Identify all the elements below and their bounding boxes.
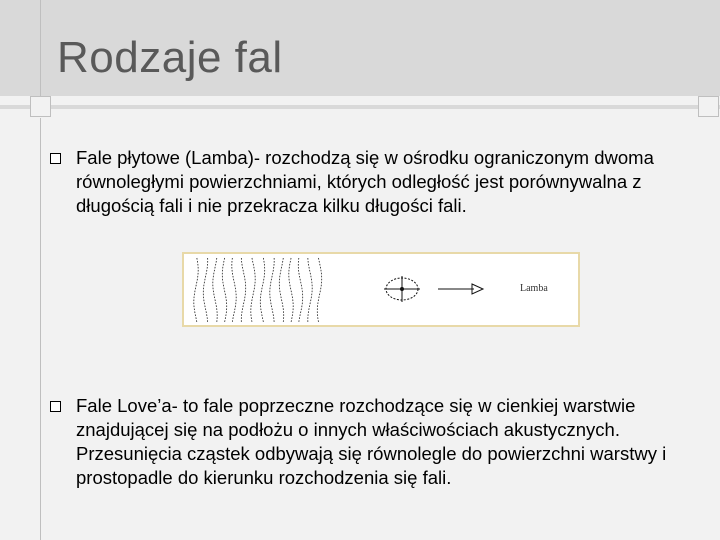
title-rule	[0, 96, 720, 118]
item-term: Fale płytowe (Lamba)-	[76, 147, 261, 168]
lamb-wave-figure	[182, 252, 580, 327]
list-item	[76, 394, 686, 490]
content-divider-line	[40, 118, 41, 540]
title-area	[0, 0, 720, 96]
list-item	[76, 146, 686, 218]
title-rule-square-right	[698, 96, 719, 117]
item-text: to fale poprzeczne rozchodzące się w cienkiej warstwie znajdującej się na podłożu o innych właściwościach akustycznych. Przesunięcia cząstek odbywają się równolegle do powierzchni warstwy i prostopadle do kierunku rozchodzenia się fali.	[76, 395, 667, 488]
title-divider-line	[40, 0, 41, 96]
item-term: Fale Love’a-	[76, 395, 178, 416]
slide-title: Rodzaje fal	[57, 33, 283, 82]
title-rule-bar	[0, 105, 720, 109]
bullet-square-icon	[50, 153, 61, 164]
title-rule-square-left	[30, 96, 51, 117]
item-text: rozchodzą się w ośrodku ograniczonym dwoma równoległymi powierzchniami, których odległość jest porównywalna z długością fali i nie przekracza kilku długości fali.	[76, 147, 654, 216]
lamb-wave-diagram-icon	[184, 254, 578, 325]
figure-label: Lamba	[520, 283, 548, 294]
bullet-square-icon	[50, 401, 61, 412]
